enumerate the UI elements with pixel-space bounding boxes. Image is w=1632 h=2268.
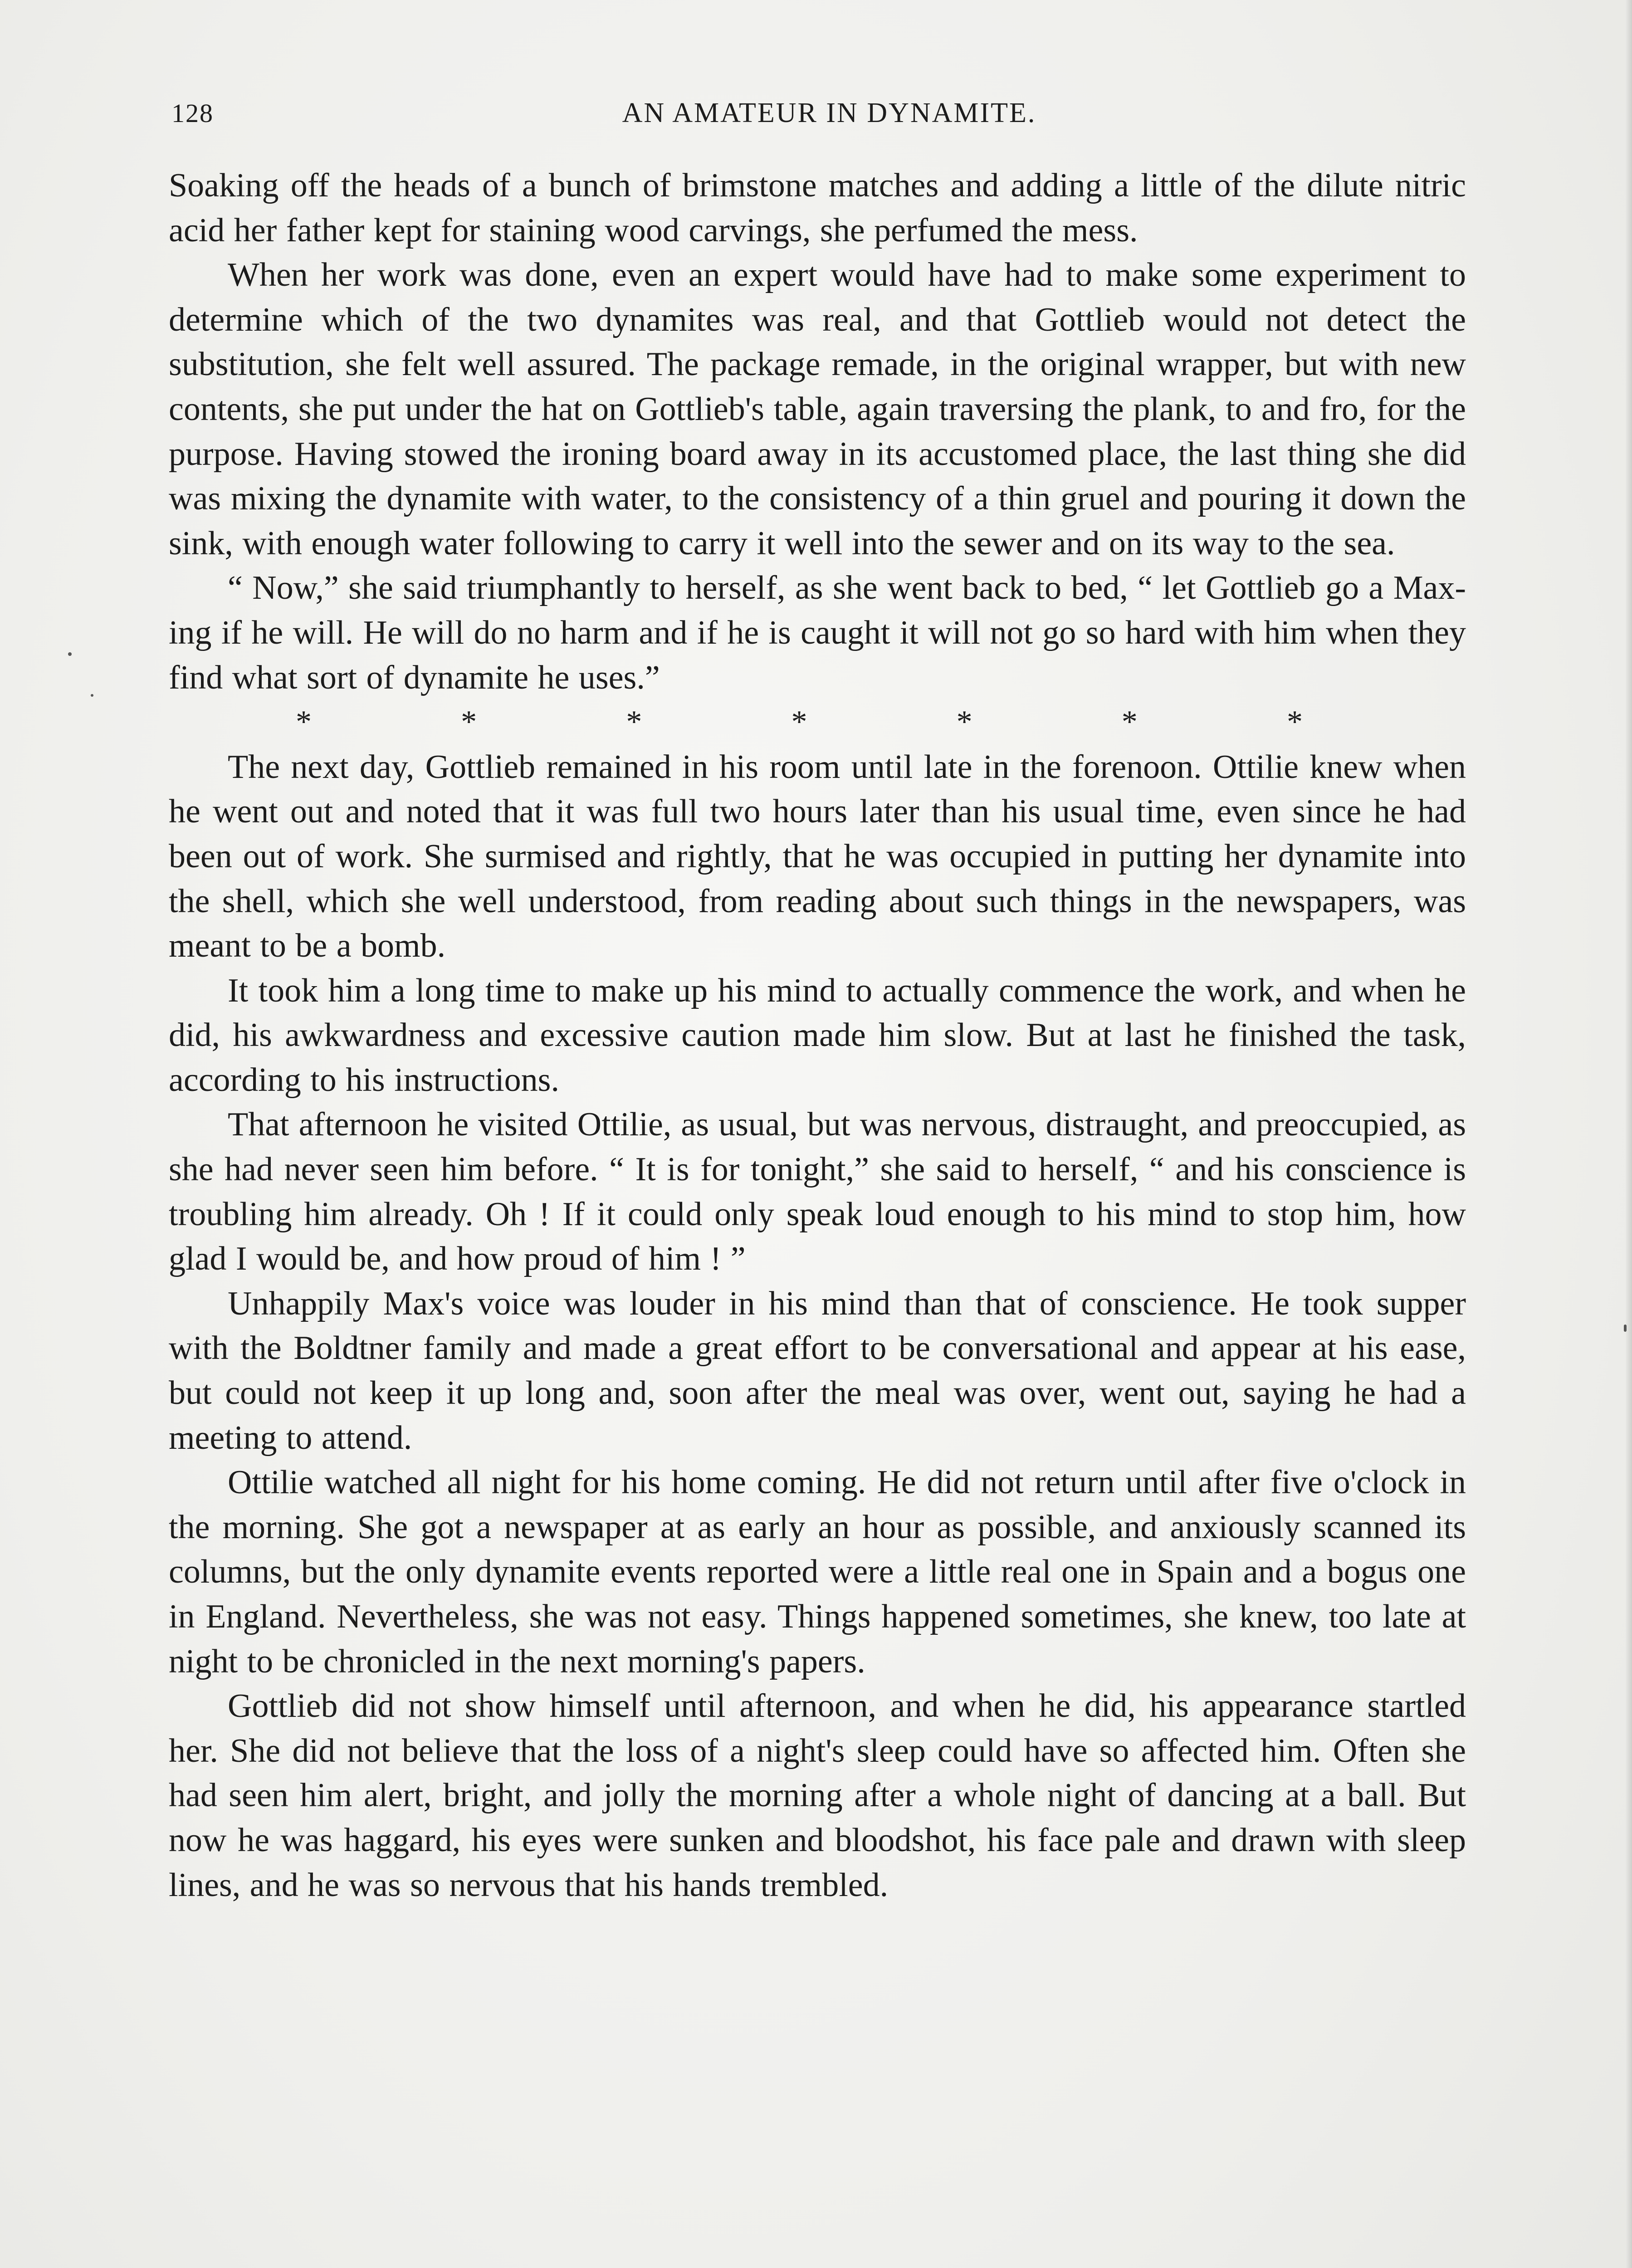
asterisk: *	[791, 704, 807, 740]
asterisk: *	[1121, 704, 1138, 740]
paragraph: When her work was done, even an expert would have had to make some experiment to determine which of the two dynamites was real, and that Gottlieb would not detect the substitution, she felt well assured. The package remade, in the original wrapper, but with new contents, she put under the hat on Gottlieb's table, again traversing the plank, to and fro, for the purpose. Having stowed the ironing board away in its accustomed place, the last thing she did was mixing the dynamite with water, to the consistency of a thin gruel and pouring it down the sink, with enough water following to carry it well into the sewer and on its way to the sea.	[169, 256, 1466, 562]
ink-speck	[91, 694, 93, 697]
paragraph: It took him a long time to make up his mind to actually commence the work, and when he did, his awkwardness and excessive caution made him slow. But at last he finished the task, according to his instructions.	[169, 972, 1466, 1099]
page-header	[171, 89, 1469, 143]
paragraph: Gottlieb did not show himself until afternoon, and when he did, his appearance startled her. She did not believe that the loss of a night's sleep could have so affected him. Often she had seen him alert, bright, and jolly the morning after a whole night of dancing at a ball. But now he was haggard, his eyes were sunken and bloodshot, his face pale and drawn with sleep lines, and he was so nervous that his hands trembled.	[169, 1687, 1466, 1904]
asterisk: *	[626, 704, 642, 740]
ink-speck	[1624, 1325, 1627, 1332]
paragraph: Unhappily Max's voice was louder in his mind than that of conscience. He took supper with the Boldtner family and made a great effort to be conversational and appear at his ease, but could not keep it up long and, soon after the meal was over, went out, saying he had a meeting to attend.	[169, 1285, 1466, 1457]
page-number: 128	[171, 98, 214, 128]
asterisk: *	[296, 704, 312, 740]
body-text	[169, 163, 1466, 1907]
asterisk: *	[956, 704, 972, 740]
running-title: AN AMATEUR IN DYNAMITE.	[622, 98, 1036, 128]
ink-speck	[68, 652, 72, 656]
section-break	[169, 700, 1466, 745]
paragraph: “ Now,” she said triumphantly to herself, as she went back to bed, “ let Gottlieb go a Max-ing if he will. He will do no harm and if he is caught it will not go so hard with him when they find what sort of dynamite he uses.”	[169, 569, 1466, 696]
asterisk: *	[461, 704, 477, 740]
paragraph: Soaking off the heads of a bunch of brimstone matches and adding a little of the dilute nitric acid her father kept for staining wood carvings, she perfumed the mess.	[169, 167, 1466, 249]
paragraph: Ottilie watched all night for his home coming. He did not return until after five o'clock in the morning. She got a newspaper at as early an hour as possible, and anxiously scanned its columns, but the only dynamite events reported were a little real one in Spain and a bogus one in England. Nevertheless, she was not easy. Things happened sometimes, she knew, too late at night to be chronicled in the next morning's papers.	[169, 1464, 1466, 1680]
asterisk: *	[1286, 704, 1303, 740]
paragraph: That afternoon he visited Ottilie, as usual, but was nervous, distraught, and preoccupied, as she had never seen him before. “ It is for tonight,” she said to herself, “ and his conscience is troubling him already. Oh ! If it could only speak loud enough to his mind to stop him, how glad I would be, and how proud of him ! ”	[169, 1106, 1466, 1278]
scan-edge	[1626, 0, 1632, 2268]
paragraph: The next day, Gottlieb remained in his room until late in the forenoon. Ottilie knew when he went out and noted that it was full two hours later than his usual time, even since he had been out of work. She surmised and rightly, that he was occupied in putting her dynamite into the shell, which she well understood, from reading about such things in the newspapers, was meant to be a bomb.	[169, 748, 1466, 965]
